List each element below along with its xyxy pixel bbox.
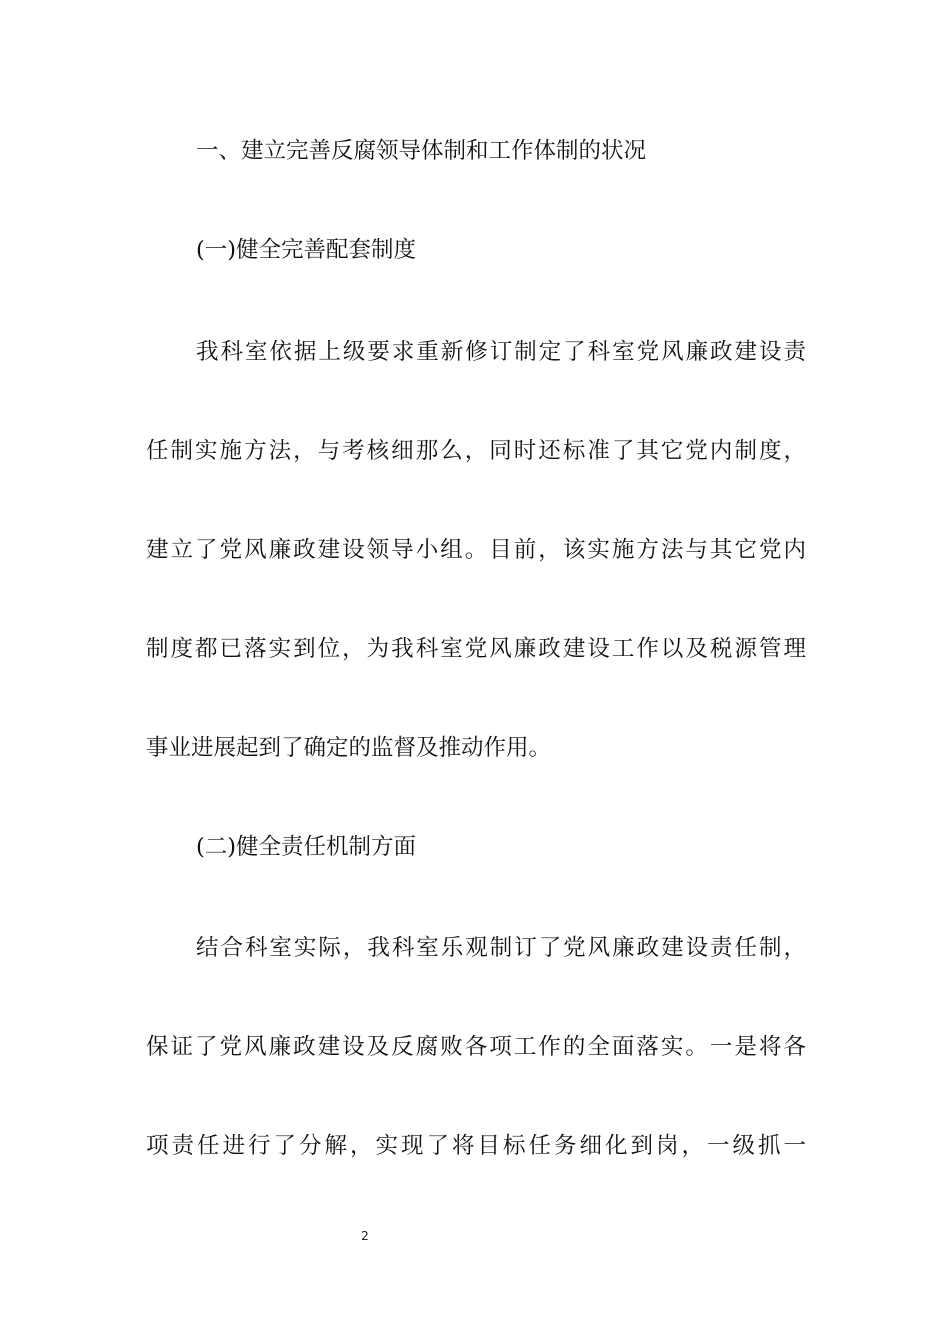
paragraph-1-line-4: 制度都已落实到位，为我科室党风廉政建设工作以及税源管理: [146, 636, 806, 662]
page-number: 2: [361, 1229, 369, 1243]
paragraph-1-line-2: 任制实施方法，与考核细那么，同时还标准了其它党内制度，: [146, 438, 806, 464]
paragraph-2-line-1: 结合科室实际，我科室乐观制订了党风廉政建设责任制，: [196, 935, 806, 961]
paragraph-2-line-3: 项责任进行了分解，实现了将目标任务细化到岗，一级抓一: [146, 1133, 806, 1159]
section-heading-1: 一、建立完善反腐领导体制和工作体制的状况: [196, 138, 647, 164]
subsection-heading-1: (一)健全完善配套制度: [196, 237, 417, 263]
paragraph-1-line-5: 事业进展起到了确定的监督及推动作用。: [146, 735, 552, 761]
paragraph-1-line-3: 建立了党风廉政建设领导小组。目前，该实施方法与其它党内: [146, 537, 806, 563]
paragraph-2-line-2: 保证了党风廉政建设及反腐败各项工作的全面落实。一是将各: [146, 1034, 806, 1060]
subsection-heading-2: (二)健全责任机制方面: [196, 834, 417, 860]
paragraph-1-line-1: 我科室依据上级要求重新修订制定了科室党风廉政建设责: [196, 339, 806, 365]
